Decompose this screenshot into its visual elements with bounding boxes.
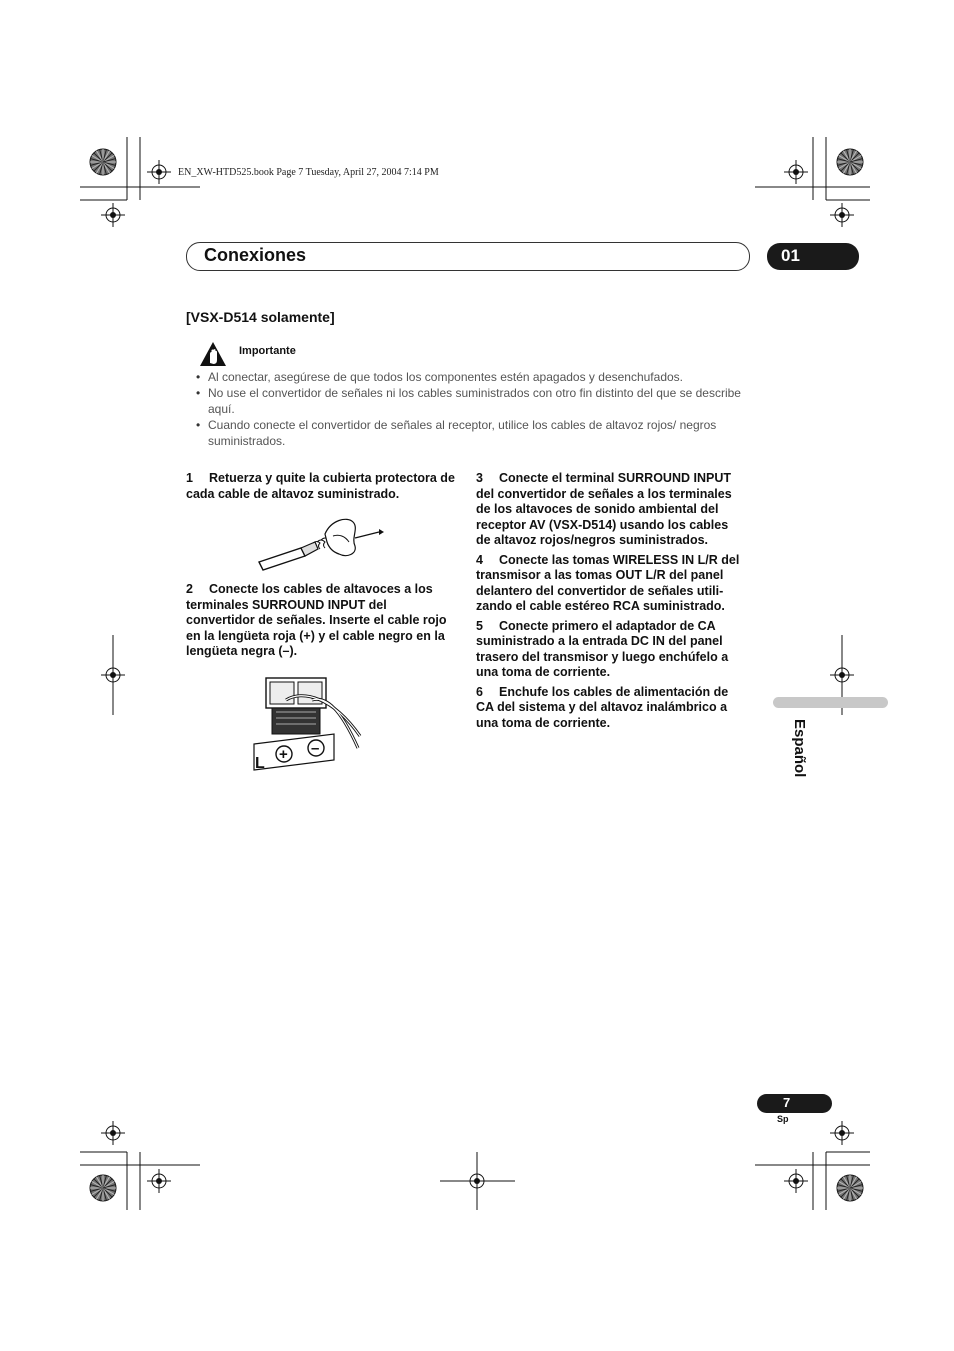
page-number: 7 [783,1095,791,1110]
minus-symbol: – [311,740,320,757]
crosshair-mark [784,1169,808,1193]
step-5: 5 Conecte primero el adaptador de CA suministrado a la entrada DC IN del panel trasero del transmisor y luego enchúfelo a una toma de corriente. [476,618,729,679]
step-1: 1 Retuerza y quite la cubierta protectora de cada cable de altavoz suministrado. [186,471,455,501]
registration-rosette [837,1175,863,1201]
crosshair-mark [784,160,808,184]
crosshair-mark [101,203,125,227]
important-bullet-list [194,369,754,449]
page-language-code: Sp [777,1114,789,1124]
step-4: 4 Conecte las tomas WIRELESS IN L/R del transmisor a las tomas OUT L/R del panel delantero del convertidor de señales utili-zando el cable estéreo RCA suministrado. [476,552,740,613]
speaker-terminal-illustration [252,670,364,780]
language-label: Español [791,719,808,778]
chapter-title: Conexiones [204,245,307,265]
crosshair-mark [101,1121,125,1145]
language-tab-bar [773,697,888,708]
cable-twist-illustration [255,512,385,574]
warning-hand-icon [199,341,227,367]
book-info-line: EN_XW-HTD525.book Page 7 Tuesday, April 27, 2004 7:14 PM [178,167,439,178]
important-label: Importante [239,345,296,357]
crosshair-mark [147,160,171,184]
page-number-badge [757,1094,832,1113]
crosshair-mark [147,1169,171,1193]
chapter-number: 01 [781,246,800,265]
list-item: • Al conectar, asegúrese de que todos los componentes estén apagados y desenchufados. [196,370,683,384]
registration-rosette [90,1175,116,1201]
steps-right-column [476,471,746,731]
crosshair-mark [830,203,854,227]
crosshair-mark [830,663,854,687]
channel-label: L [255,755,265,772]
step-6: 6 Enchufe los cables de alimentación de CA del sistema y del altavoz inalámbrico a una toma de corriente. [476,684,729,730]
step-2: 2 Conecte los cables de altavoces a los terminales SURROUND INPUT del convertidor de señales. Inserte el cable rojo en la lengüeta roja (+) y el cable negro en la lengüeta negra (–). [186,582,447,658]
crosshair-mark [101,663,125,687]
plus-symbol: + [279,746,288,763]
list-item: • No use el convertidor de señales ni los cables suministrados con otro fin distinto del que se describe aquí. [196,386,741,416]
registration-rosette [837,149,863,175]
list-item: • Cuando conecte el convertidor de señales al receptor, utilice los cables de altavoz rojos/ negros suministrados. [196,418,717,448]
crosshair-mark [465,1169,489,1193]
crosshair-mark [830,1121,854,1145]
section-title: [VSX-D514 solamente] [186,309,335,325]
step-3: 3 Conecte el terminal SURROUND INPUT del convertidor de señales a los terminales de los altavoces de sonido ambiental del receptor AV (VSX-D514) usando los cables de altavoz rojos/negros suministrados. [476,471,732,547]
registration-rosette [90,149,116,175]
